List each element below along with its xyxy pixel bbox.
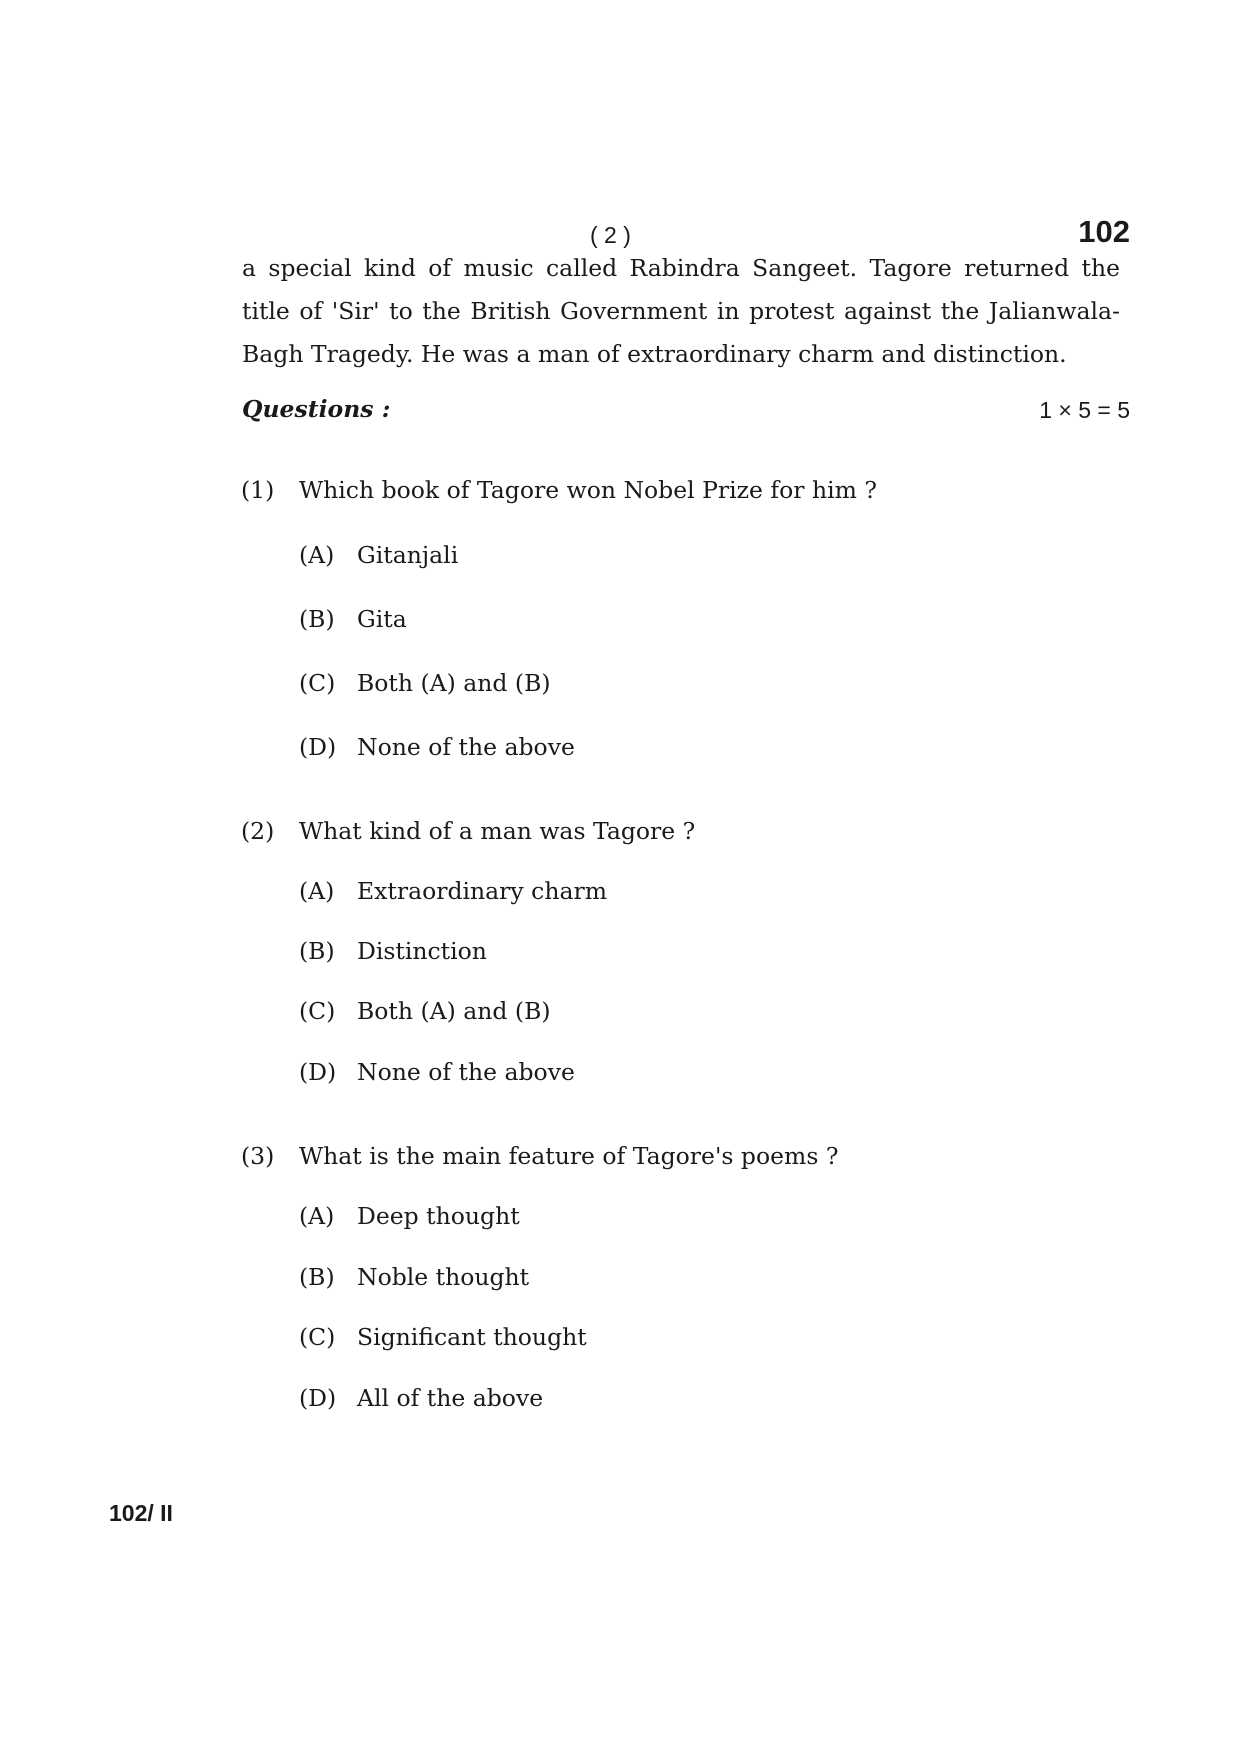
option-label: (A) [299, 877, 335, 905]
option-text: Both (A) and (B) [357, 997, 551, 1025]
question-text: What is the main feature of Tagore's poems ? [299, 1142, 839, 1170]
questions-heading: Questions : [242, 395, 391, 423]
question-text: What kind of a man was Tagore ? [299, 817, 696, 845]
question-number: (1) [241, 476, 275, 504]
marks-allocation: 1 × 5 = 5 [1039, 397, 1130, 423]
page-number: ( 2 ) [590, 222, 631, 248]
option-text: None of the above [357, 1058, 575, 1086]
option-label: (C) [299, 1323, 336, 1351]
option-text: Noble thought [357, 1263, 530, 1291]
option-label: (C) [299, 669, 336, 697]
option-label: (A) [299, 1202, 335, 1230]
passage-text: a special kind of music called Rabindra Sangeet. Tagore returned the title of 'Sir' to the British Government in protest against the Jalianwala-Bagh Tragedy. He was a man of extraordinary charm and distinction. [242, 254, 1120, 368]
option-text: Distinction [357, 937, 487, 965]
option-text: All of the above [357, 1384, 544, 1412]
question-number: (2) [241, 817, 275, 845]
option-text: Deep thought [357, 1202, 520, 1230]
option-label: (D) [299, 1058, 337, 1086]
option-label: (A) [299, 541, 335, 569]
footer-code: 102/ II [109, 1500, 173, 1526]
option-text: Both (A) and (B) [357, 669, 551, 697]
option-label: (D) [299, 1384, 337, 1412]
option-label: (B) [299, 605, 335, 633]
option-text: None of the above [357, 733, 575, 761]
question-number: (3) [241, 1142, 275, 1170]
option-label: (D) [299, 733, 337, 761]
option-text: Significant thought [357, 1323, 587, 1351]
option-label: (B) [299, 1263, 335, 1291]
option-label: (B) [299, 937, 335, 965]
option-text: Extraordinary charm [357, 877, 607, 905]
question-text: Which book of Tagore won Nobel Prize for him ? [299, 476, 877, 504]
option-text: Gita [357, 605, 407, 633]
paper-code: 102 [1078, 214, 1130, 249]
option-text: Gitanjali [357, 541, 459, 569]
option-label: (C) [299, 997, 336, 1025]
